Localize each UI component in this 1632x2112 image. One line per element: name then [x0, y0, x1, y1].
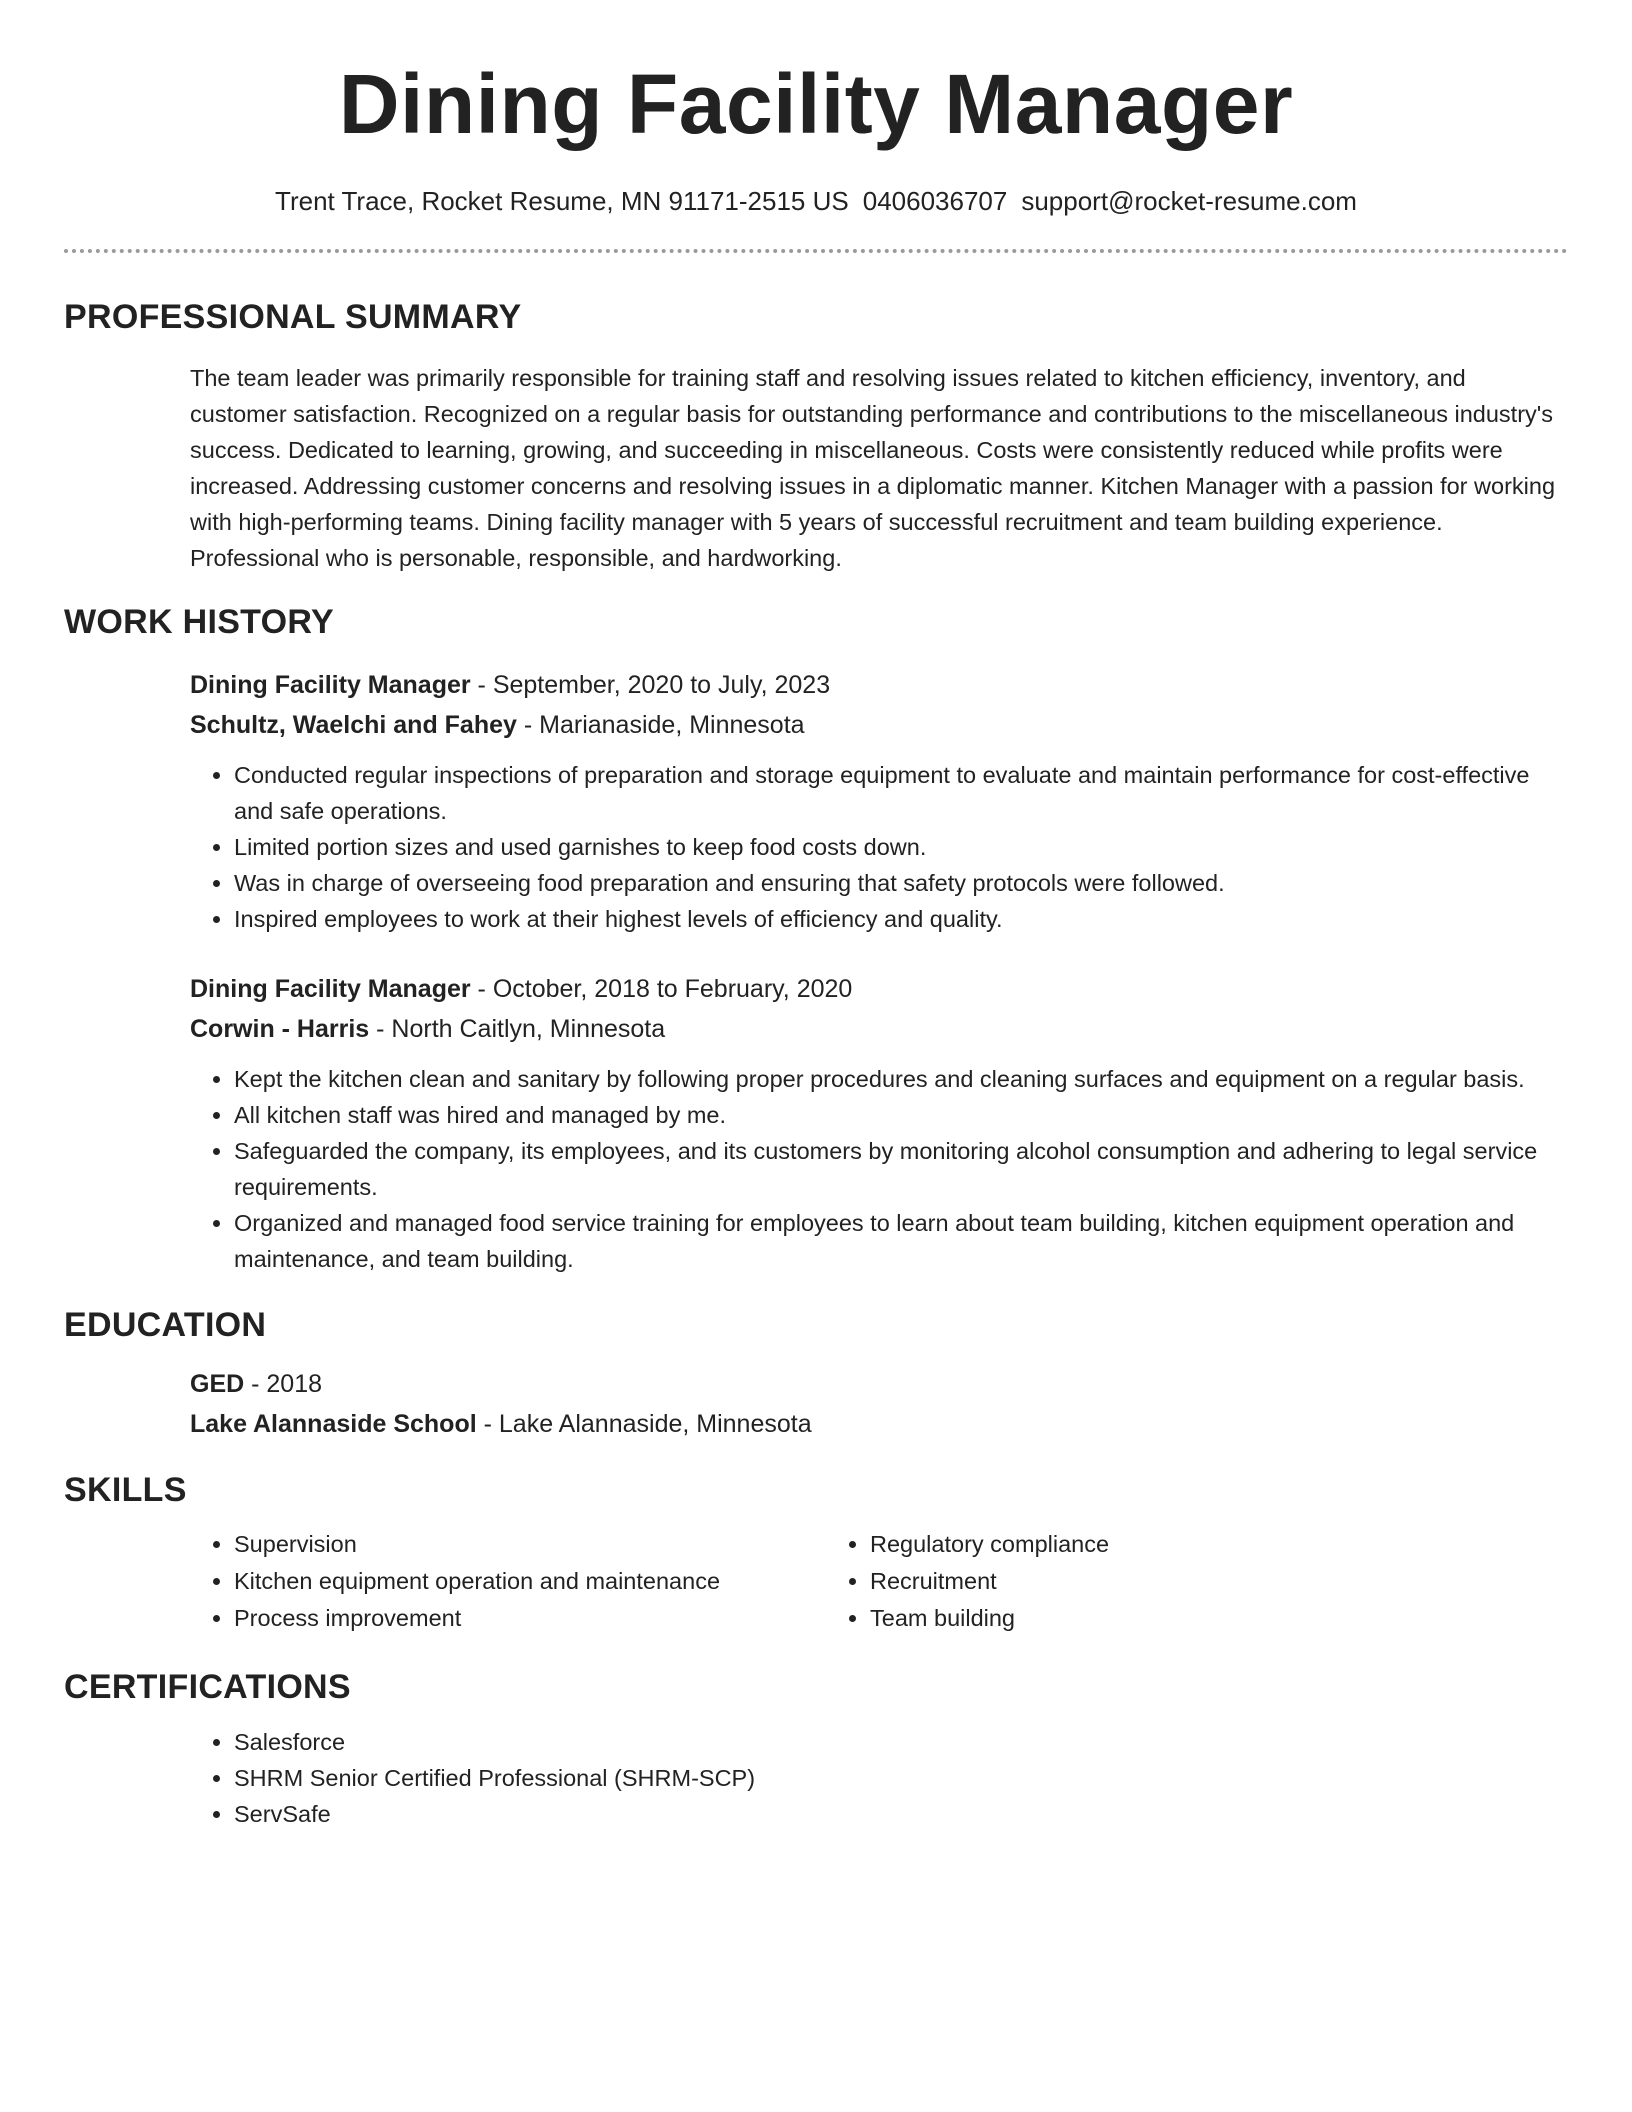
job-bullet: • Was in charge of overseeing food preparation and ensuring that safety protocols were followed. [234, 865, 1568, 901]
job-company: Corwin - Harris [190, 1014, 370, 1043]
job-company-line [190, 705, 1568, 745]
skills-heading: SKILLS [64, 1470, 187, 1509]
education-location: - Lake Alannaside, Minnesota [476, 1409, 812, 1438]
skills-column-right [826, 1526, 1462, 1637]
job-bullet: • Kept the kitchen clean and sanitary by following proper procedures and cleaning surfaces and equipment on a regular basis. [234, 1061, 1568, 1097]
contact-phone: 0406036707 [862, 186, 1008, 216]
job-bullets [190, 757, 1568, 937]
skill-item: • Process improvement [234, 1600, 826, 1637]
skills-section [64, 1526, 1568, 1637]
job-location: - North Caitlyn, Minnesota [369, 1014, 666, 1043]
job-bullets [190, 1061, 1568, 1277]
certifications-list [190, 1724, 1568, 1832]
education-degree: GED [190, 1369, 245, 1398]
skill-item: • Recruitment [870, 1563, 1462, 1600]
education-section [64, 1364, 1568, 1444]
skill-item: • Supervision [234, 1526, 826, 1563]
work-history-section [64, 665, 1568, 1277]
certifications-heading: CERTIFICATIONS [64, 1668, 351, 1707]
job-bullet: • Safeguarded the company, its employees, and its customers by monitoring alcohol consumption and adhering to legal service requirements. [234, 1133, 1568, 1205]
education-degree-line [190, 1364, 1568, 1404]
summary-heading: PROFESSIONAL SUMMARY [64, 298, 522, 337]
contact-line [64, 186, 1568, 217]
skill-item: • Team building [870, 1600, 1462, 1637]
skills-column-left [190, 1526, 826, 1637]
job-entry [190, 665, 1568, 937]
job-bullet: • Organized and managed food service training for employees to learn about team building, kitchen equipment operation and maintenance, and team building. [234, 1205, 1568, 1277]
summary-text: The team leader was primarily responsible for training staff and resolving issues related to kitchen efficiency, inventory, and customer satisfaction. Recognized on a regular basis for outstanding performance and contributions to the miscellaneous industry's success. Dedicated to learning, growing, and succeeding in miscellaneous. Costs were consistently reduced while profits were increased. Addressing customer concerns and resolving issues in a diplomatic manner. Kitchen Manager with a passion for working with high-performing teams. Dining facility manager with 5 years of successful recruitment and team building experience. Professional who is personable, responsible, and hardworking. [190, 364, 1556, 571]
education-heading: EDUCATION [64, 1305, 267, 1344]
job-location: - Marianaside, Minnesota [516, 710, 805, 739]
skill-item: • Regulatory compliance [870, 1526, 1462, 1563]
job-company-line [190, 1009, 1568, 1049]
work-history-heading: WORK HISTORY [64, 602, 334, 641]
resume-title: Dining Facility Manager [338, 57, 1294, 151]
contact-email: support@rocket-resume.com [1021, 186, 1357, 216]
job-title-line [190, 665, 1568, 705]
job-dates: - September, 2020 to July, 2023 [470, 670, 831, 699]
job-title: Dining Facility Manager [190, 974, 471, 1003]
skill-item: • Kitchen equipment operation and maintenance [234, 1563, 826, 1600]
education-year: - 2018 [244, 1369, 323, 1398]
job-dates: - October, 2018 to February, 2020 [470, 974, 853, 1003]
job-company: Schultz, Waelchi and Fahey [190, 710, 517, 739]
skills-grid [190, 1526, 1568, 1637]
certification-item: • SHRM Senior Certified Professional (SHRM-SCP) [234, 1760, 1568, 1796]
job-title-line [190, 969, 1568, 1009]
contact-address: Trent Trace, Rocket Resume, MN 91171-2515 US [275, 186, 849, 216]
certification-item: • Salesforce [234, 1724, 1568, 1760]
job-bullet: • Limited portion sizes and used garnishes to keep food costs down. [234, 829, 1568, 865]
job-title: Dining Facility Manager [190, 670, 471, 699]
summary-section [64, 360, 1568, 576]
job-bullet: • Inspired employees to work at their highest levels of efficiency and quality. [234, 901, 1568, 937]
job-entry [190, 969, 1568, 1277]
education-school-line [190, 1404, 1568, 1444]
header-divider [64, 249, 1568, 253]
resume-page [64, 0, 1568, 1832]
certifications-section [64, 1724, 1568, 1832]
job-bullet: • Conducted regular inspections of preparation and storage equipment to evaluate and maintain performance for cost-effective and safe operations. [234, 757, 1568, 829]
education-school: Lake Alannaside School [190, 1409, 477, 1438]
job-bullet: • All kitchen staff was hired and managed by me. [234, 1097, 1568, 1133]
certification-item: • ServSafe [234, 1796, 1568, 1832]
